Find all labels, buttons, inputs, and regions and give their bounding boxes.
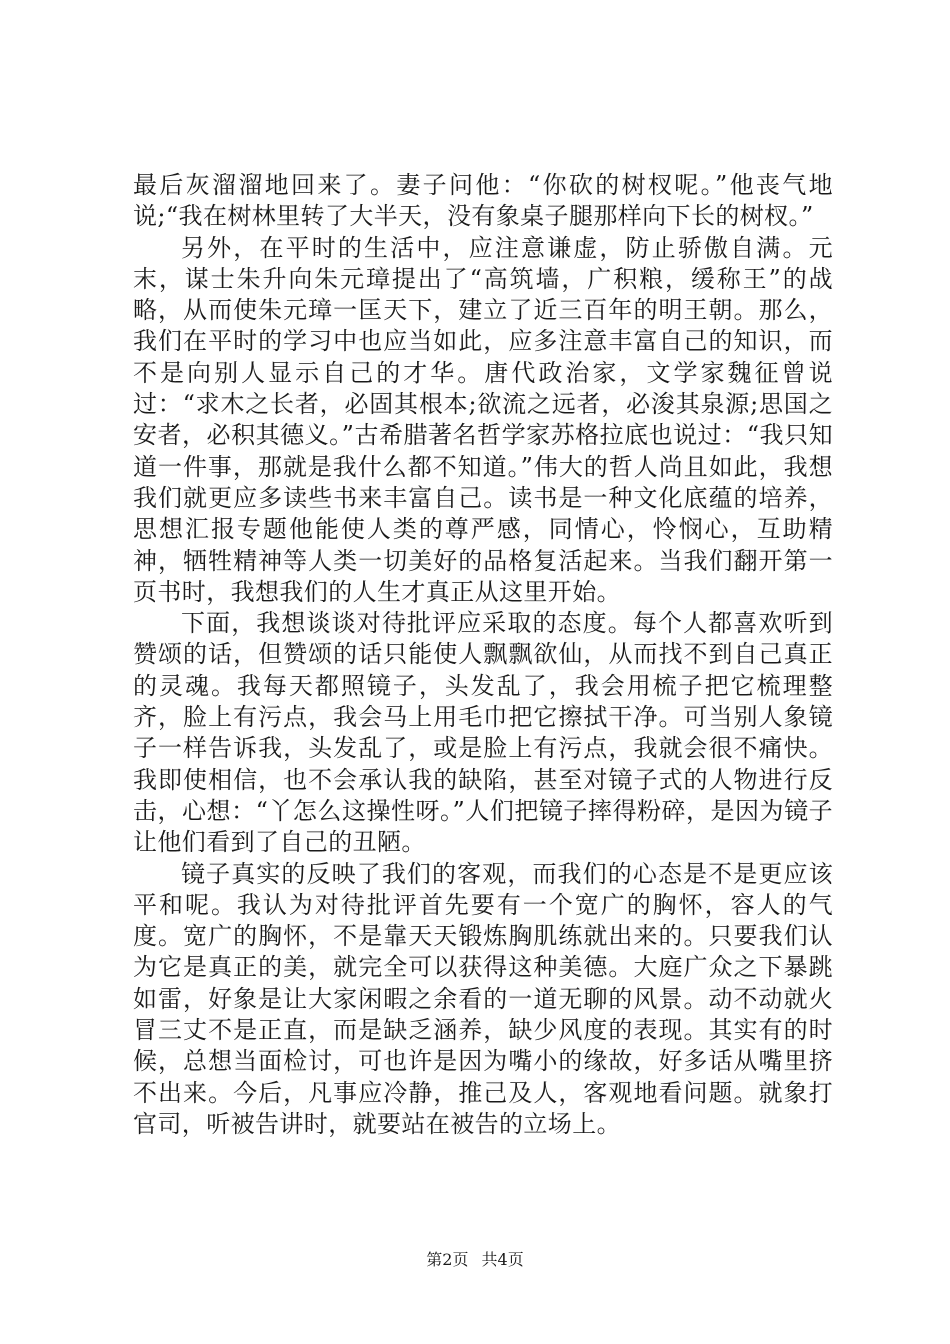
page-number: 第2页 [426, 1250, 469, 1269]
page-total: 共4页 [481, 1250, 524, 1269]
page-footer [0, 1247, 950, 1270]
paragraph-2: 另外，在平时的生活中，应注意谦虚，防止骄傲自满。元末，谋士朱升向朱元璋提出了“高筑墙，广积粮，缓称王”的战略，从而使朱元璋一匡天下，建立了近三百年的明王朝。那么，我们在平时的学习中也应当如此，应多注意丰富自己的知识，而不是向别人显示自己的才华。唐代政治家，文学家魏征曾说过：“求木之长者，必固其根本;欲流之远者，必浚其泉源;思国之安者，必积其德义。”古希腊著名哲学家苏格拉底也说过：“我只知道一件事，那就是我什么都不知道。”伟大的哲人尚且如此，我想我们就更应多读些书来丰富自己。读书是一种文化底蕴的培养，思想汇报专题他能使人类的尊严感，同情心，怜悯心，互助精神，牺牲精神等人类一切美好的品格复活起来。当我们翻开第一页书时，我想我们的人生才真正从这里开始。 [133, 233, 833, 606]
paragraph-3: 下面，我想谈谈对待批评应采取的态度。每个人都喜欢听到赞颂的话，但赞颂的话只能使人飘飘欲仙，从而找不到自己真正的灵魂。我每天都照镜子，头发乱了，我会用梳子把它梳理整齐，脸上有污点，我会马上用毛巾把它擦拭干净。可当别人象镜子一样告诉我，头发乱了，或是脸上有污点，我就会很不痛快。我即使相信，也不会承认我的缺陷，甚至对镜子式的人物进行反击，心想：“丫怎么这操性呀。”人们把镜子摔得粉碎，是因为镜子让他们看到了自己的丑陋。 [133, 609, 833, 857]
body-text [133, 170, 833, 1140]
paragraph-1: 最后灰溜溜地回来了。妻子问他：“你砍的树杈呢。”他丧气地说;“我在树林里转了大半天，没有象桌子腿那样向下长的树杈。” [133, 171, 833, 231]
paragraph-4: 镜子真实的反映了我们的客观，而我们的心态是不是更应该平和呢。我认为对待批评首先要有一个宽广的胸怀，容人的气度。宽广的胸怀，不是靠天天锻炼胸肌练就出来的。只要我们认为它是真正的美，就完全可以获得这种美德。大庭广众之下暴跳如雷，好象是让大家闲暇之余看的一道无聊的风景。动不动就火冒三丈不是正直，而是缺乏涵养，缺少风度的表现。其实有的时候，总想当面检讨，可也许是因为嘴小的缘故，好多话从嘴里挤不出来。今后，凡事应冷静，推己及人，客观地看问题。就象打官司，听被告讲时，就要站在被告的立场上。 [133, 859, 833, 1138]
